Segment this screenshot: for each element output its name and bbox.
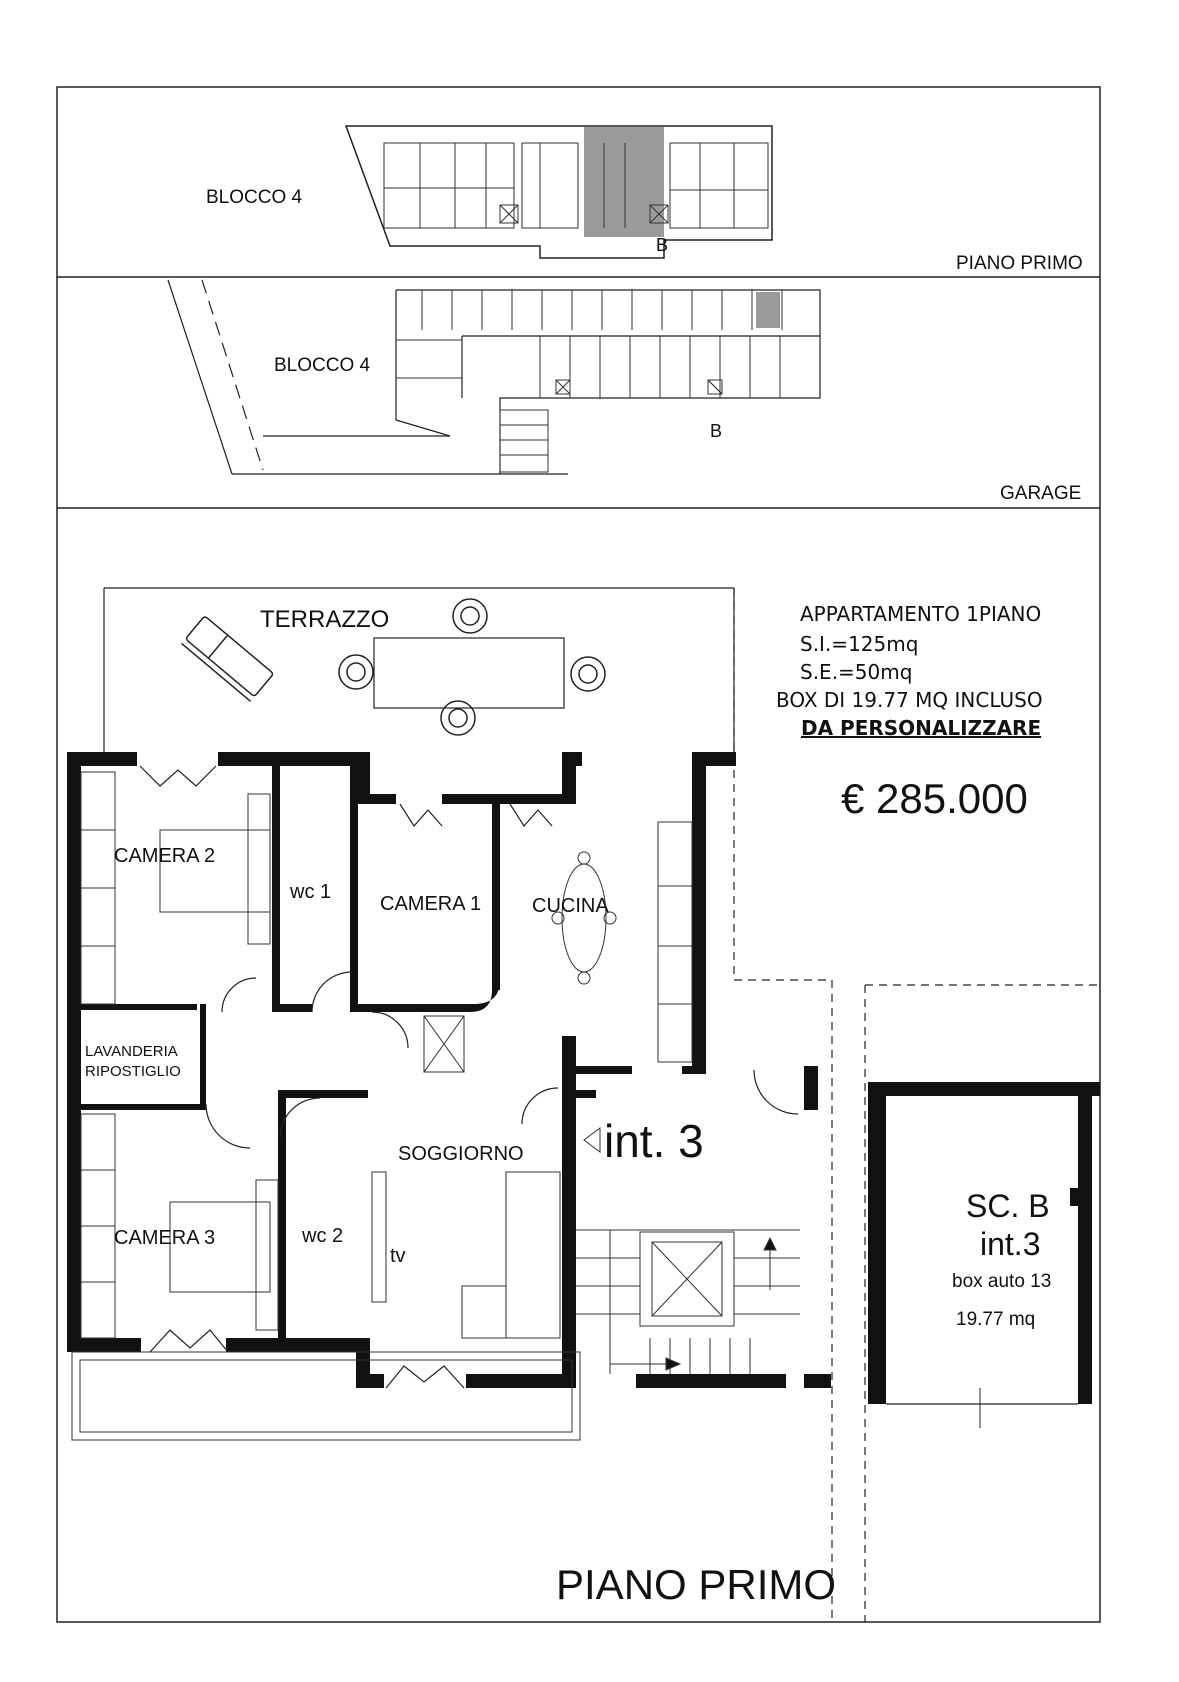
key-plan-lower-stair-label: B xyxy=(710,421,723,441)
floor-title: PIANO PRIMO xyxy=(556,1561,837,1608)
garage-box-line1: SC. B xyxy=(966,1188,1050,1224)
key-plan-upper-stair-label: B xyxy=(656,235,669,255)
room-label-camera2: CAMERA 2 xyxy=(114,845,216,867)
listing-box: BOX DI 19.77 MQ INCLUSO xyxy=(776,688,1043,712)
listing-price: € 285.000 xyxy=(841,775,1028,822)
listing-title: APPARTAMENTO 1PIANO xyxy=(800,602,1042,626)
listing-note: DA PERSONALIZZARE xyxy=(801,716,1042,740)
room-label-lavanderia: LAVANDERIA xyxy=(85,1043,178,1060)
room-label-ripostiglio: RIPOSTIGLIO xyxy=(85,1063,181,1080)
key-plan-upper-block-label: BLOCCO 4 xyxy=(206,187,303,208)
key-plan-lower-block-label: BLOCCO 4 xyxy=(274,355,371,376)
key-plan-upper xyxy=(346,126,772,258)
garage-box-line2: int.3 xyxy=(980,1226,1041,1262)
room-label-cucina: CUCINA xyxy=(532,895,609,917)
listing-se: S.E.=50mq xyxy=(800,660,913,684)
room-label-soggiorno: SOGGIORNO xyxy=(398,1143,524,1165)
room-label-tv: tv xyxy=(390,1245,406,1267)
key-plan-lower-floor-label: GARAGE xyxy=(1000,483,1082,504)
room-label-wc1: wc 1 xyxy=(290,881,332,903)
listing-si: S.I.=125mq xyxy=(800,632,919,656)
room-label-camera1: CAMERA 1 xyxy=(380,893,482,915)
room-label-camera3: CAMERA 3 xyxy=(114,1227,216,1249)
garage-box-line3: box auto 13 xyxy=(952,1271,1052,1292)
unit-label: int. 3 xyxy=(604,1115,704,1167)
garage-box-line4: 19.77 mq xyxy=(956,1309,1036,1330)
terrace xyxy=(104,588,1100,1622)
room-label-terrazzo: TERRAZZO xyxy=(260,606,390,633)
key-plan-lower xyxy=(168,280,820,474)
key-plan-upper-floor-label: PIANO PRIMO xyxy=(956,253,1083,274)
room-label-wc2: wc 2 xyxy=(302,1225,344,1247)
highlighted-garage-box xyxy=(756,292,780,328)
